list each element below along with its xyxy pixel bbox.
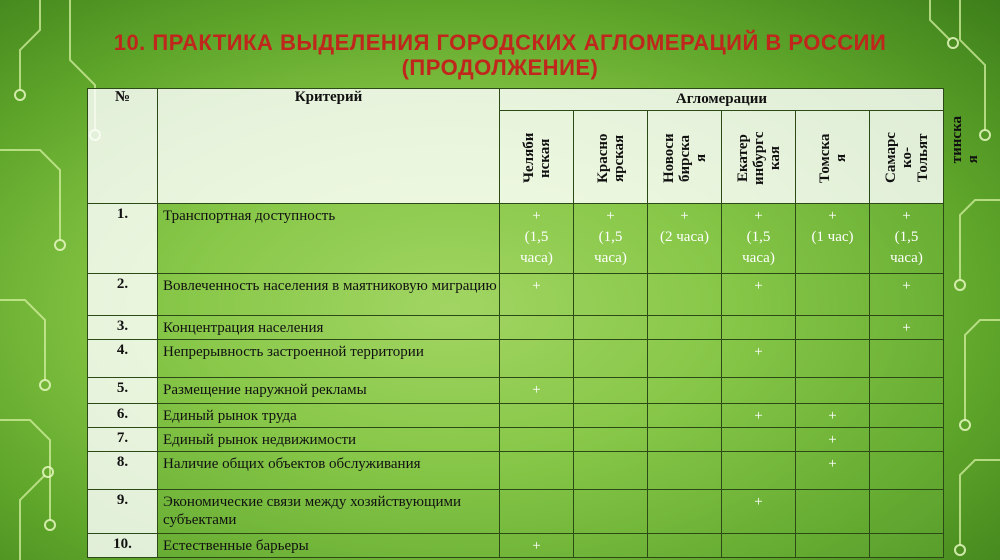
agglomeration-criteria-table bbox=[87, 88, 944, 558]
row-criterion: Концентрация населения bbox=[158, 316, 500, 340]
row-cell bbox=[648, 534, 722, 558]
table-row bbox=[88, 378, 944, 404]
row-cell bbox=[870, 534, 944, 558]
row-cell bbox=[722, 428, 796, 452]
row-cell: + bbox=[796, 428, 870, 452]
column-header-krasnoyarsk: Красно ярская bbox=[594, 133, 627, 183]
row-criterion: Единый рынок недвижимости bbox=[158, 428, 500, 452]
row-cell bbox=[500, 404, 574, 428]
row-cell bbox=[574, 340, 648, 378]
table-row bbox=[88, 490, 944, 534]
row-cell: + bbox=[500, 534, 574, 558]
row-criterion: Естественные барьеры bbox=[158, 534, 500, 558]
row-criterion: Наличие общих объектов обслуживания bbox=[158, 452, 500, 490]
row-cell bbox=[500, 452, 574, 490]
row-cell bbox=[722, 316, 796, 340]
row-cell bbox=[870, 404, 944, 428]
row-number: 8. bbox=[88, 452, 158, 490]
row-cell bbox=[574, 452, 648, 490]
row-number: 7. bbox=[88, 428, 158, 452]
row-criterion: Экономические связи между хозяйствующими субъектами bbox=[158, 490, 500, 534]
row-cell: + bbox=[796, 452, 870, 490]
row-cell bbox=[648, 404, 722, 428]
row-cell bbox=[574, 378, 648, 404]
column-header-chelyabinsk: Челяби нская bbox=[520, 132, 553, 184]
row-cell bbox=[574, 404, 648, 428]
row-cell bbox=[648, 428, 722, 452]
row-cell bbox=[648, 490, 722, 534]
row-cell bbox=[574, 490, 648, 534]
row-cell: + (1,5 часа) bbox=[722, 204, 796, 274]
row-cell bbox=[796, 534, 870, 558]
table-row bbox=[88, 316, 944, 340]
row-cell bbox=[870, 490, 944, 534]
row-cell bbox=[870, 452, 944, 490]
agglomerations-header: Агломерации bbox=[500, 89, 944, 111]
row-cell bbox=[574, 428, 648, 452]
row-number: 6. bbox=[88, 404, 158, 428]
table-row bbox=[88, 428, 944, 452]
row-cell bbox=[500, 316, 574, 340]
row-cell bbox=[870, 378, 944, 404]
row-criterion: Непрерывность застроенной территории bbox=[158, 340, 500, 378]
row-cell bbox=[648, 340, 722, 378]
row-cell: + bbox=[722, 490, 796, 534]
row-cell: + (1,5 часа) bbox=[574, 204, 648, 274]
num-header: № bbox=[88, 89, 158, 204]
column-header-overflow: тинска я bbox=[949, 116, 981, 164]
row-cell: + bbox=[500, 274, 574, 316]
table-row bbox=[88, 274, 944, 316]
column-header-novosibirsk: Новоси бирска я bbox=[660, 133, 709, 183]
table-row bbox=[88, 534, 944, 558]
row-cell bbox=[722, 378, 796, 404]
row-cell bbox=[796, 274, 870, 316]
column-header-tomsk: Томска я bbox=[816, 133, 849, 183]
criterion-header: Критерий bbox=[158, 89, 500, 204]
row-cell bbox=[648, 452, 722, 490]
table-row bbox=[88, 452, 944, 490]
row-cell: + (1,5 часа) bbox=[500, 204, 574, 274]
row-criterion: Единый рынок труда bbox=[158, 404, 500, 428]
row-cell bbox=[500, 428, 574, 452]
row-criterion: Размещение наружной рекламы bbox=[158, 378, 500, 404]
row-cell bbox=[722, 452, 796, 490]
row-cell bbox=[648, 274, 722, 316]
row-cell bbox=[648, 316, 722, 340]
column-header-yekaterinburg: Екатер инбургс кая bbox=[734, 131, 783, 185]
row-cell: + bbox=[796, 404, 870, 428]
row-cell bbox=[500, 490, 574, 534]
row-cell bbox=[574, 316, 648, 340]
row-cell: + (1 час) bbox=[796, 204, 870, 274]
row-number: 5. bbox=[88, 378, 158, 404]
row-cell: + (2 часа) bbox=[648, 204, 722, 274]
row-cell: + bbox=[722, 274, 796, 316]
row-cell bbox=[796, 378, 870, 404]
row-number: 3. bbox=[88, 316, 158, 340]
row-cell: + bbox=[722, 340, 796, 378]
row-cell bbox=[796, 490, 870, 534]
table-row bbox=[88, 340, 944, 378]
table-row bbox=[88, 404, 944, 428]
row-cell bbox=[870, 428, 944, 452]
row-number: 4. bbox=[88, 340, 158, 378]
row-number: 1. bbox=[88, 204, 158, 274]
row-cell: + bbox=[500, 378, 574, 404]
row-cell: + (1,5 часа) bbox=[870, 204, 944, 274]
row-criterion: Транспортная доступность bbox=[158, 204, 500, 274]
row-criterion: Вовлеченность населения в маятниковую миграцию bbox=[158, 274, 500, 316]
column-header-samara-tolyatti: Самарс ко- Тольят bbox=[882, 132, 931, 184]
row-number: 10. bbox=[88, 534, 158, 558]
row-cell: + bbox=[870, 316, 944, 340]
slide-title: 10. ПРАКТИКА ВЫДЕЛЕНИЯ ГОРОДСКИХ АГЛОМЕРАЦИЙ В РОССИИ (ПРОДОЛЖЕНИЕ) bbox=[113, 30, 887, 80]
row-cell bbox=[500, 340, 574, 378]
row-cell bbox=[870, 340, 944, 378]
row-cell bbox=[574, 534, 648, 558]
row-cell: + bbox=[722, 404, 796, 428]
row-cell bbox=[796, 340, 870, 378]
row-number: 2. bbox=[88, 274, 158, 316]
row-cell bbox=[648, 378, 722, 404]
table-row bbox=[88, 204, 944, 274]
row-cell bbox=[796, 316, 870, 340]
row-cell bbox=[574, 274, 648, 316]
row-number: 9. bbox=[88, 490, 158, 534]
row-cell bbox=[722, 534, 796, 558]
row-cell: + bbox=[870, 274, 944, 316]
